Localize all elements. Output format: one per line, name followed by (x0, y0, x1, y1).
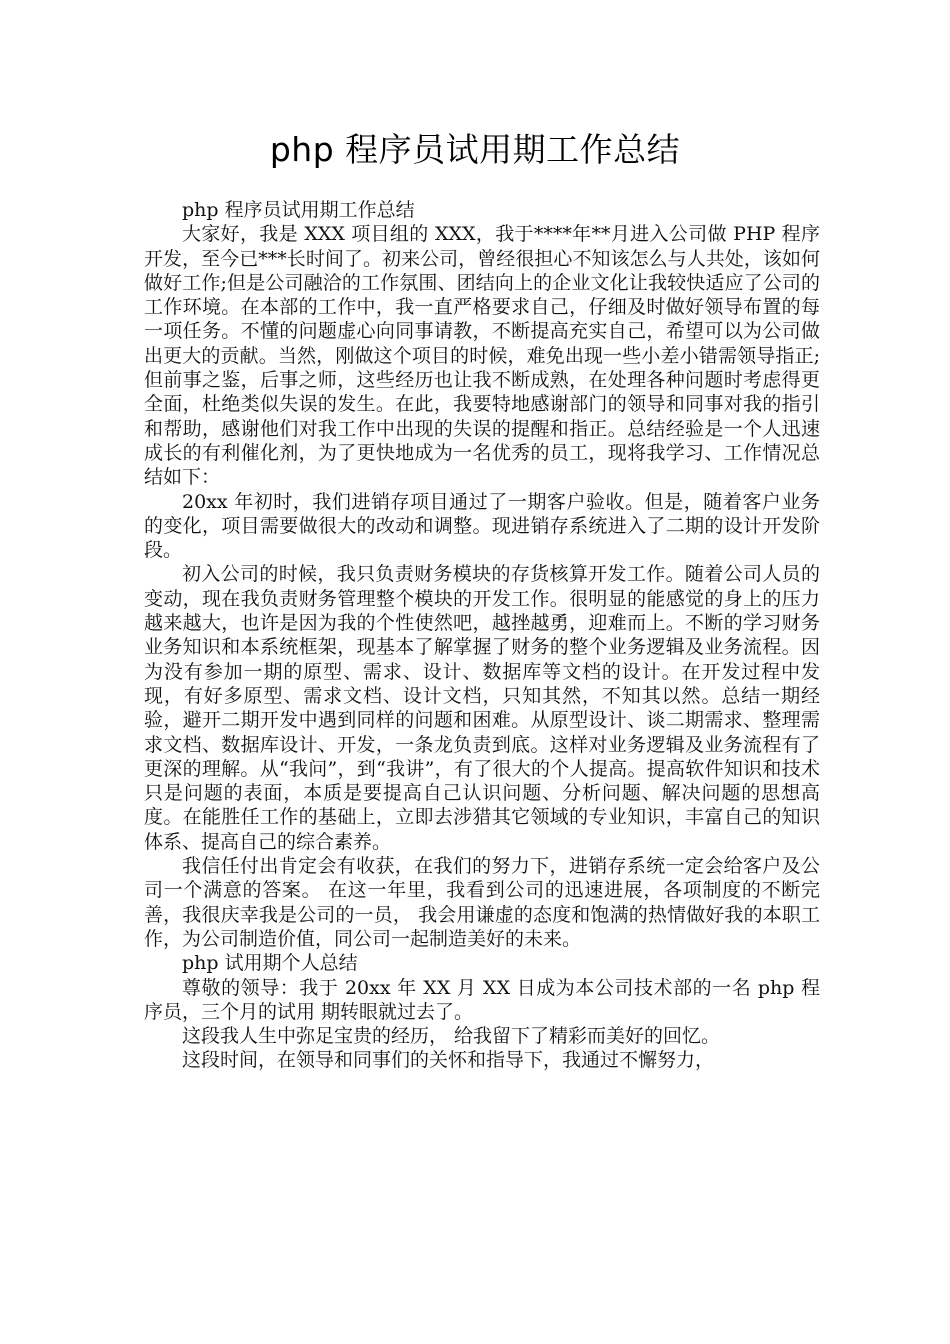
document-title: php 程序员试用期工作总结 (269, 130, 681, 169)
document-body (144, 198, 820, 1073)
paragraph: 我信任付出肯定会有收获，在我们的努力下，进销存系统一定会给客户及公司一个满意的答案。 在这一年里，我看到公司的迅速进展，各项制度的不断完善，我很庆幸我是公司的一员， 我会用谦虚的态度和饱满的热情做好我的本职工作，为公司制造价值，同公司一起制造美好的未来。 (144, 855, 820, 950)
paragraph: 初入公司的时候，我只负责财务模块的存货核算开发工作。随着公司人员的变动，现在我负责财务管理整个模块的开发工作。很明显的能感觉的身上的压力越来越大，也许是因为我的个性使然吧，越挫越勇，迎难而上。不断的学习财务业务知识和本系统框架，现基本了解掌握了财务的整个业务逻辑及业务流程。因为没有参加一期的原型、需求、设计、数据库等文档的设计。在开发过程中发现，有好多原型、需求文档、设计文档，只知其然，不知其以然。总结一期经验，避开二期开发中遇到同样的问题和困难。从原型设计、谈二期需求、整理需求文档、数据库设计、开发，一条龙负责到底。这样对业务逻辑及业务流程有了更深的理解。从“我问”，到“我讲”，有了很大的个人提高。提高软件知识和技术只是问题的表面，本质是要提高自己认识问题、分析问题、解决问题的思想高度。在能胜任工作的基础上，立即去涉猎其它领域的专业知识，丰富自己的知识体系、提高自己的综合素养。 (144, 563, 820, 853)
paragraph: 这段时间，在领导和同事们的关怀和指导下，我通过不懈努力， (182, 1049, 715, 1072)
section-heading: php 程序员试用期工作总结 (182, 199, 415, 221)
section-heading: php 试用期个人总结 (182, 952, 358, 975)
paragraph: 20xx 年初时，我们进销存项目通过了一期客户验收。但是，随着客户业务的变化，项目需要做很大的改动和调整。现进销存系统进入了二期的设计开发阶段。 (144, 490, 820, 562)
paragraph: 大家好，我是 XXX 项目组的 XXX，我于****年**月进入公司做 PHP 程序开发，至今已***长时间了。初来公司，曾经很担心不知该怎么与人共处，该如何做好工作;但是公司融洽的工作氛围、团结向上的企业文化让我较快适应了公司的工作环境。在本部的工作中，我一直严格要求自己，仔细及时做好领导布置的每一项任务。不懂的问题虚心向同事请教，不断提高充实自己，希望可以为公司做出更大的贡献。当然，刚做这个项目的时候，难免出现一些小差小错需领导指正;但前事之鉴，后事之师，这些经历也让我不断成熟，在处理各种问题时考虑得更全面，杜绝类似失误的发生。在此，我要特地感谢部门的领导和同事对我的指引和帮助，感谢他们对我工作中出现的失误的提醒和指正。总结经验是一个人迅速成长的有利催化剂，为了更快地成为一名优秀的员工，现将我学习、工作情况总结如下： (144, 223, 820, 489)
paragraph: 这段我人生中弥足宝贵的经历， 给我留下了精彩而美好的回忆。 (182, 1025, 721, 1048)
paragraph: 尊敬的领导：我于 20xx 年 XX 月 XX 日成为本公司技术部的一名 php 程序员，三个月的试用 期转眼就过去了。 (144, 976, 820, 1023)
